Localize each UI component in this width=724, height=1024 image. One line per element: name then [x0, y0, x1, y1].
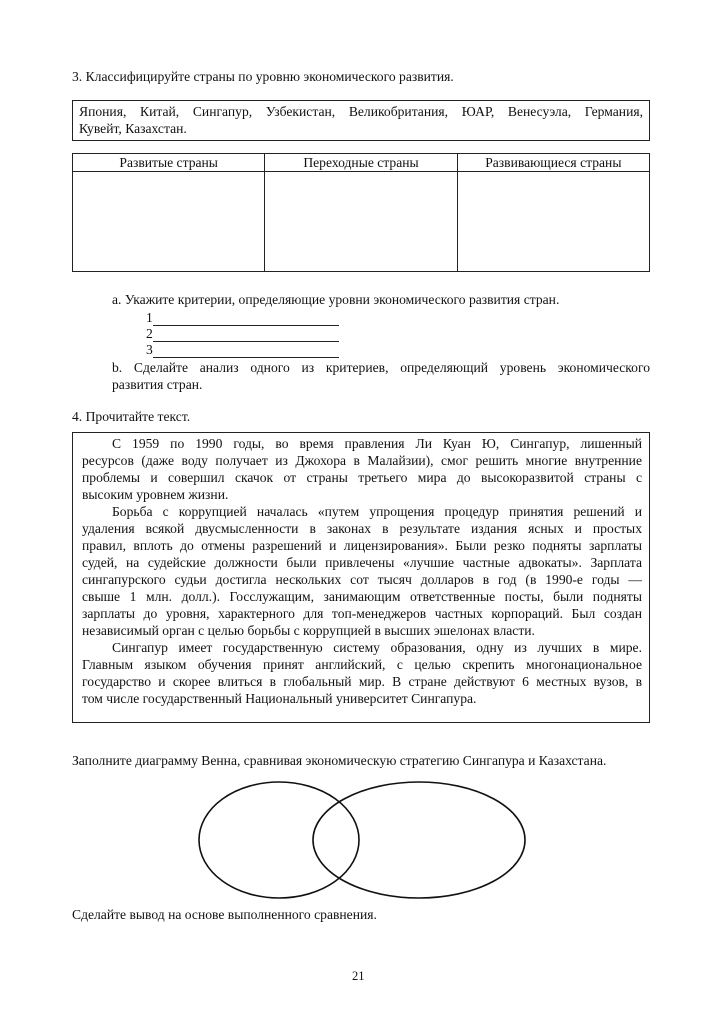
text-line: судей, на судейские должности были привлечены «лучшие частные адвокаты». Зарплата — [82, 555, 642, 570]
cell-developing[interactable] — [457, 172, 649, 272]
text-line: том числе государственный Национальный университет Сингапура. — [82, 691, 477, 706]
venn-right-circle[interactable] — [313, 782, 525, 898]
subtask-b-line-1: b. Сделайте анализ одного из критериев, определяющий уровень экономического — [112, 360, 650, 375]
blank-line-3 — [146, 342, 339, 358]
text-line: высоким уровнем жизни. — [82, 487, 229, 502]
text-line: зарплаты до уровня, характерного для топ-менеджеров частных корпораций. Был создан — [82, 606, 642, 621]
venn-instruction: Заполните диаграмму Венна, сравнивая экономическую стратегию Сингапура и Казахстана. — [72, 753, 607, 768]
header-developing: Развивающиеся страны — [457, 154, 649, 172]
blank-line-1 — [146, 310, 339, 326]
blank-field-3[interactable] — [153, 343, 339, 358]
classification-table — [72, 153, 650, 272]
text-line: Главным языком обучения принят английский, с целью скрепить многонациональное — [82, 657, 642, 672]
blank-number-1: 1 — [146, 310, 153, 325]
text-line: Сингапур имеет государственную систему образования, одну из лучших в мире. — [112, 640, 642, 655]
text-line: свыше 1 млн. долл.). Госслужащим, занимающим ответственные посты, были подняты — [82, 589, 642, 604]
text-line: С 1959 по 1990 годы, во время правления Ли Куан Ю, Сингапур, лишенный — [112, 436, 642, 451]
blank-field-1[interactable] — [153, 311, 339, 326]
countries-box — [72, 100, 650, 141]
subtask-a: a. Укажите критерии, определяющие уровни экономического развития стран. — [112, 292, 560, 307]
text-line: удаления всякой двусмысленности в законах в результате издания ясных и простых — [82, 521, 642, 536]
text-line: проблемы и совершил скачок от страны третьего мира до высокоразвитой страны с — [82, 470, 642, 485]
page-number: 21 — [352, 969, 365, 983]
text-line: ресурсов (даже воду получает из Джохора в Малайзии), смог решить многие внутренние — [82, 453, 642, 468]
venn-diagram[interactable] — [195, 780, 535, 904]
countries-line-2: Кувейт, Казахстан. — [79, 121, 187, 136]
cell-transitional[interactable] — [265, 172, 457, 272]
text-line: независимый орган с целью борьбы с коррупцией в высших эшелонах власти. — [82, 623, 535, 638]
task3-heading: 3. Классифицируйте страны по уровню экономического развития. — [72, 69, 454, 84]
text-line: Борьба с коррупцией началась «путем упрощения процедур принятия решений и — [112, 504, 642, 519]
blank-line-2 — [146, 326, 339, 342]
text-line: правил, вплоть до отмены разрешений и лицензирования». Были резко подняты зарплаты — [82, 538, 642, 553]
cell-developed[interactable] — [73, 172, 265, 272]
text-line: государство и скорее влиться в глобальный мир. В стране действуют 6 местных вузов, в — [82, 674, 642, 689]
venn-left-circle[interactable] — [199, 782, 359, 898]
blank-number-3: 3 — [146, 342, 153, 357]
header-developed: Развитые страны — [73, 154, 265, 172]
countries-line-1: Япония, Китай, Сингапур, Узбекистан, Великобритания, ЮАР, Венесуэла, Германия, — [79, 104, 643, 119]
subtask-b-line-2: развития стран. — [112, 377, 203, 392]
blank-field-2[interactable] — [153, 327, 339, 342]
blank-number-2: 2 — [146, 326, 153, 341]
header-transitional: Переходные страны — [265, 154, 457, 172]
venn-conclusion: Сделайте вывод на основе выполненного сравнения. — [72, 907, 377, 922]
task4-heading: 4. Прочитайте текст. — [72, 409, 191, 424]
text-line: сингапурского судьи достигла нескольких сот тысяч долларов в год (в 1990-е годы — — [82, 572, 642, 587]
